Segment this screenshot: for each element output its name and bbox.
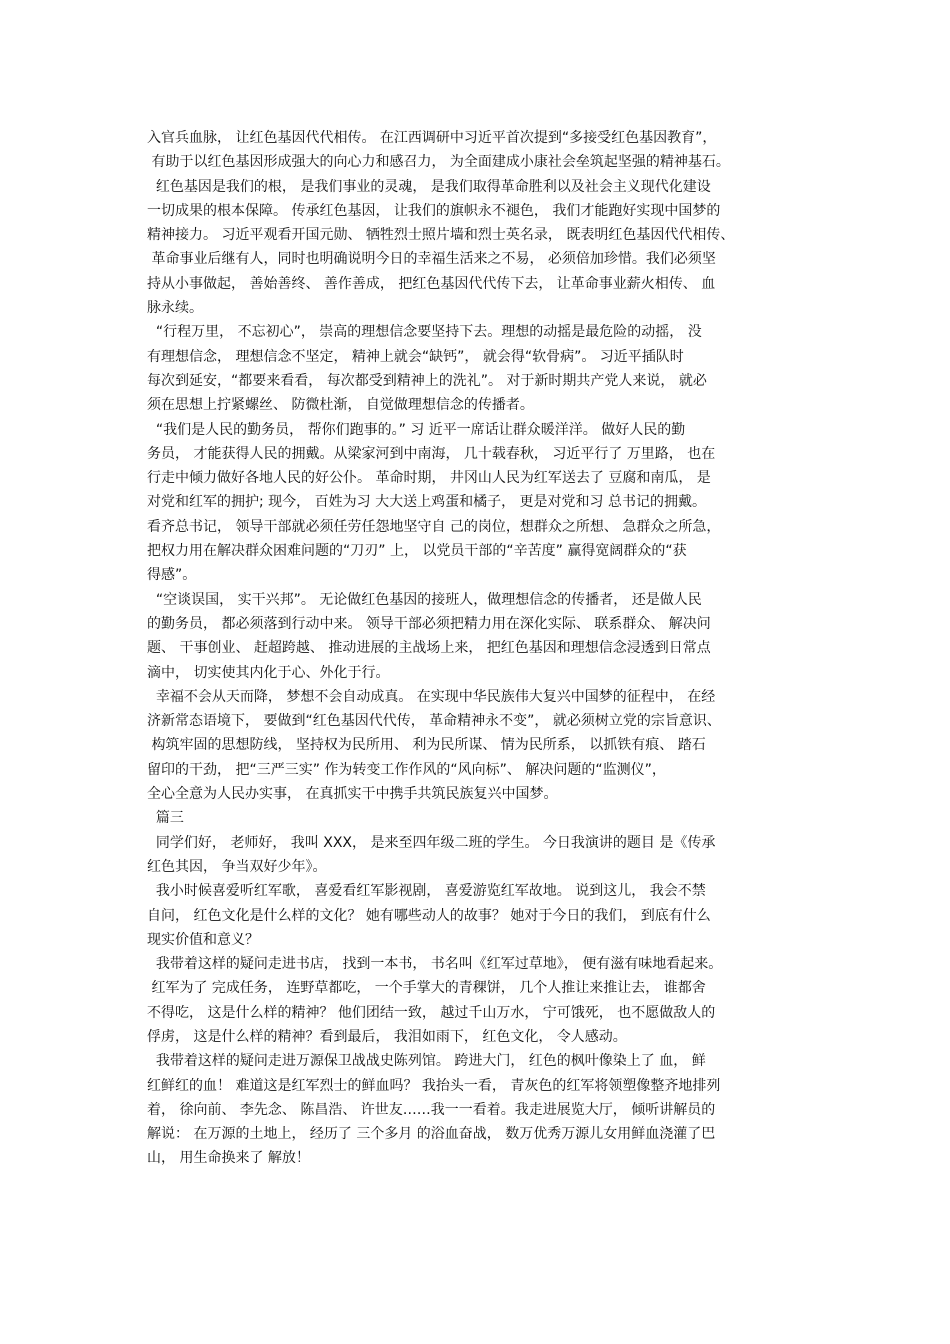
text-line: 得感”。 xyxy=(147,567,197,584)
text-line: 红色基因是我们的根， 是我们事业的灵魂， 是我们取得革命胜利以及社会主义现代化建设 xyxy=(147,178,711,195)
text-line: 精神接力。 习近平观看开国元勋、 牺牲烈士照片墙和烈士英名录， 既表明红色基因代代相传、 xyxy=(147,227,735,244)
text-line: 济新常态语境下， 要做到“红色基因代代传， 革命精神永不变”， 就必须树立党的宗旨意识、 xyxy=(147,713,721,730)
text-line: 着， 徐向前、 李先念、 陈昌浩、 许世友……我一一看着。我走进展览大厅， 倾听讲解员的 xyxy=(147,1101,716,1118)
text-line: 对党和红军的拥护; 现今， 百姓为习 大大送上鸡蛋和橘子， 更是对党和习 总书记的拥戴。 xyxy=(147,494,706,511)
text-line: 入官兵血脉， 让红色基因代代相传。 在江西调研中习近平首次提到“多接受红色基因教育”， xyxy=(147,130,717,146)
text-line: 行走中倾力做好各地人民的好公仆。 革命时期， 井冈山人民为红军送去了 豆腐和南瓜， 是 xyxy=(147,470,711,487)
text-line: 同学们好， 老师好， 我叫 XXX， 是来至四年级二班的学生。 今日我演讲的题目 是《传承 xyxy=(147,834,716,851)
text-line: 红色其因， 争当双好少年》。 xyxy=(147,858,327,875)
text-line: 我带着这样的疑问走进万源保卫战战史陈列馆。 跨进大门， 红色的枫叶像染上了 血， 鲜 xyxy=(147,1053,706,1070)
text-line: 须在思想上拧紧螺丝、 防微杜渐， 自觉做理想信念的传播者。 xyxy=(147,397,534,414)
text-line: 我小时候喜爱听红军歌， 喜爱看红军影视剧， 喜爱游览红军故地。 说到这儿， 我会不禁 xyxy=(147,883,706,900)
text-line: 俘虏， 这是什么样的精神？看到最后， 我泪如雨下， 红色文化， 令人感动。 xyxy=(147,1028,627,1045)
text-line: 务员， 才能获得人民的拥戴。从梁家河到中南海， 几十载春秋， 习近平行了 万里路， 也在 xyxy=(147,445,716,462)
text-line: 持从小事做起， 善始善终、 善作善成， 把红色基因代代传下去， 让革命事业薪火相传、 血 xyxy=(147,275,716,292)
text-line: 题、 干事创业、 赶超跨越、 推动进展的主战场上来， 把红色基因和理想信念浸透到日常点 xyxy=(147,640,711,657)
text-line: 把权力用在解决群众困难问题的“刀刃” 上， 以党员干部的“辛苦度” 赢得宽阔群众的“获 xyxy=(147,543,687,560)
text-line: 自问， 红色文化是什么样的文化？ 她有哪些动人的故事？ 她对于今日的我们， 到底有什么 xyxy=(147,907,711,924)
text-line: 解说： 在万源的土地上， 经历了 三个多月 的浴血奋战， 数万优秀万源儿女用鲜血浇灌了巴 xyxy=(147,1126,716,1143)
text-line: 的勤务员， 都必须落到行动中来。 领导干部必须把精力用在深化实际、 联系群众、 解决问 xyxy=(147,615,711,632)
text-line: 滴中， 切实使其内化于心、外化于行。 xyxy=(147,664,390,681)
text-line: 有助于以红色基因形成强大的向心力和感召力， 为全面建成小康社会垒筑起坚强的精神基石。 xyxy=(147,154,730,171)
text-line: 我带着这样的疑问走进书店， 找到一本书， 书名叫《红军过草地》， 便有滋有味地看起来。 xyxy=(147,956,723,973)
text-line: “空谈误国， 实干兴邦”。 无论做红色基因的接班人，做理想信念的传播者， 还是做人民 xyxy=(147,591,702,608)
text-line: 不得吃， 这是什么样的精神？ 他们团结一致， 越过千山万水， 宁可饿死， 也不愿做敌人的 xyxy=(147,1004,716,1021)
text-line: 山， 用生命换来了 解放！ xyxy=(147,1150,310,1167)
text-line: 留印的干劲， 把“三严三实” 作为转变工作作风的“风向标”、 解决问题的“监测仪”， xyxy=(147,761,666,778)
text-line: “行程万里， 不忘初心”， 崇高的理想信念要坚持下去。理想的动摇是最危险的动摇， 没 xyxy=(147,324,702,341)
text-line: 一切成果的根本保障。 传承红色基因， 让我们的旗帜永不褪色， 我们才能跑好实现中国梦的 xyxy=(147,202,721,219)
text-line: 每次到延安，“都要来看看， 每次都受到精神上的洗礼”。 对于新时期共产党人来说， 就必 xyxy=(147,372,707,389)
text-line: 红鲜红的血！ 难道这是红军烈士的鲜血吗？ 我抬头一看， 青灰色的红军将领塑像整齐地排列 xyxy=(147,1077,721,1094)
text-line: 脉永续。 xyxy=(147,300,203,317)
text-line: 幸福不会从天而降， 梦想不会自动成真。 在实现中华民族伟大复兴中国梦的征程中， 在经 xyxy=(147,688,716,705)
document-page xyxy=(147,126,827,1171)
text-line: “我们是人民的勤务员， 帮你们跑事的。” 习 近平一席话让群众暖洋洋。 做好人民的勤 xyxy=(147,421,686,438)
text-line: 有理想信念， 理想信念不坚定， 精神上就会“缺钙”， 就会得“软骨病”。 习近平插队时 xyxy=(147,348,684,365)
text-line: 现实价值和意义？ xyxy=(147,931,259,948)
text-line: 全心全意为人民办实事， 在真抓实干中携手共筑民族复兴中国梦。 xyxy=(147,786,558,803)
text-line: 篇三 xyxy=(147,810,184,827)
text-line: 构筑牢固的思想防线， 坚持权为民所用、 利为民所谋、 情为民所系， 以抓铁有痕、 踏石 xyxy=(147,737,706,754)
text-line: 革命事业后继有人，同时也明确说明今日的幸福生活来之不易， 必须倍加珍惜。我们必须坚 xyxy=(147,251,716,268)
text-line: 红军为了 完成任务， 连野草都吃， 一个手掌大的青稞饼， 几个人推让来推让去， 谁都舍 xyxy=(147,980,706,997)
text-line: 看齐总书记， 领导干部就必须任劳任怨地坚守自 己的岗位，想群众之所想、 急群众之所急， xyxy=(147,518,721,535)
